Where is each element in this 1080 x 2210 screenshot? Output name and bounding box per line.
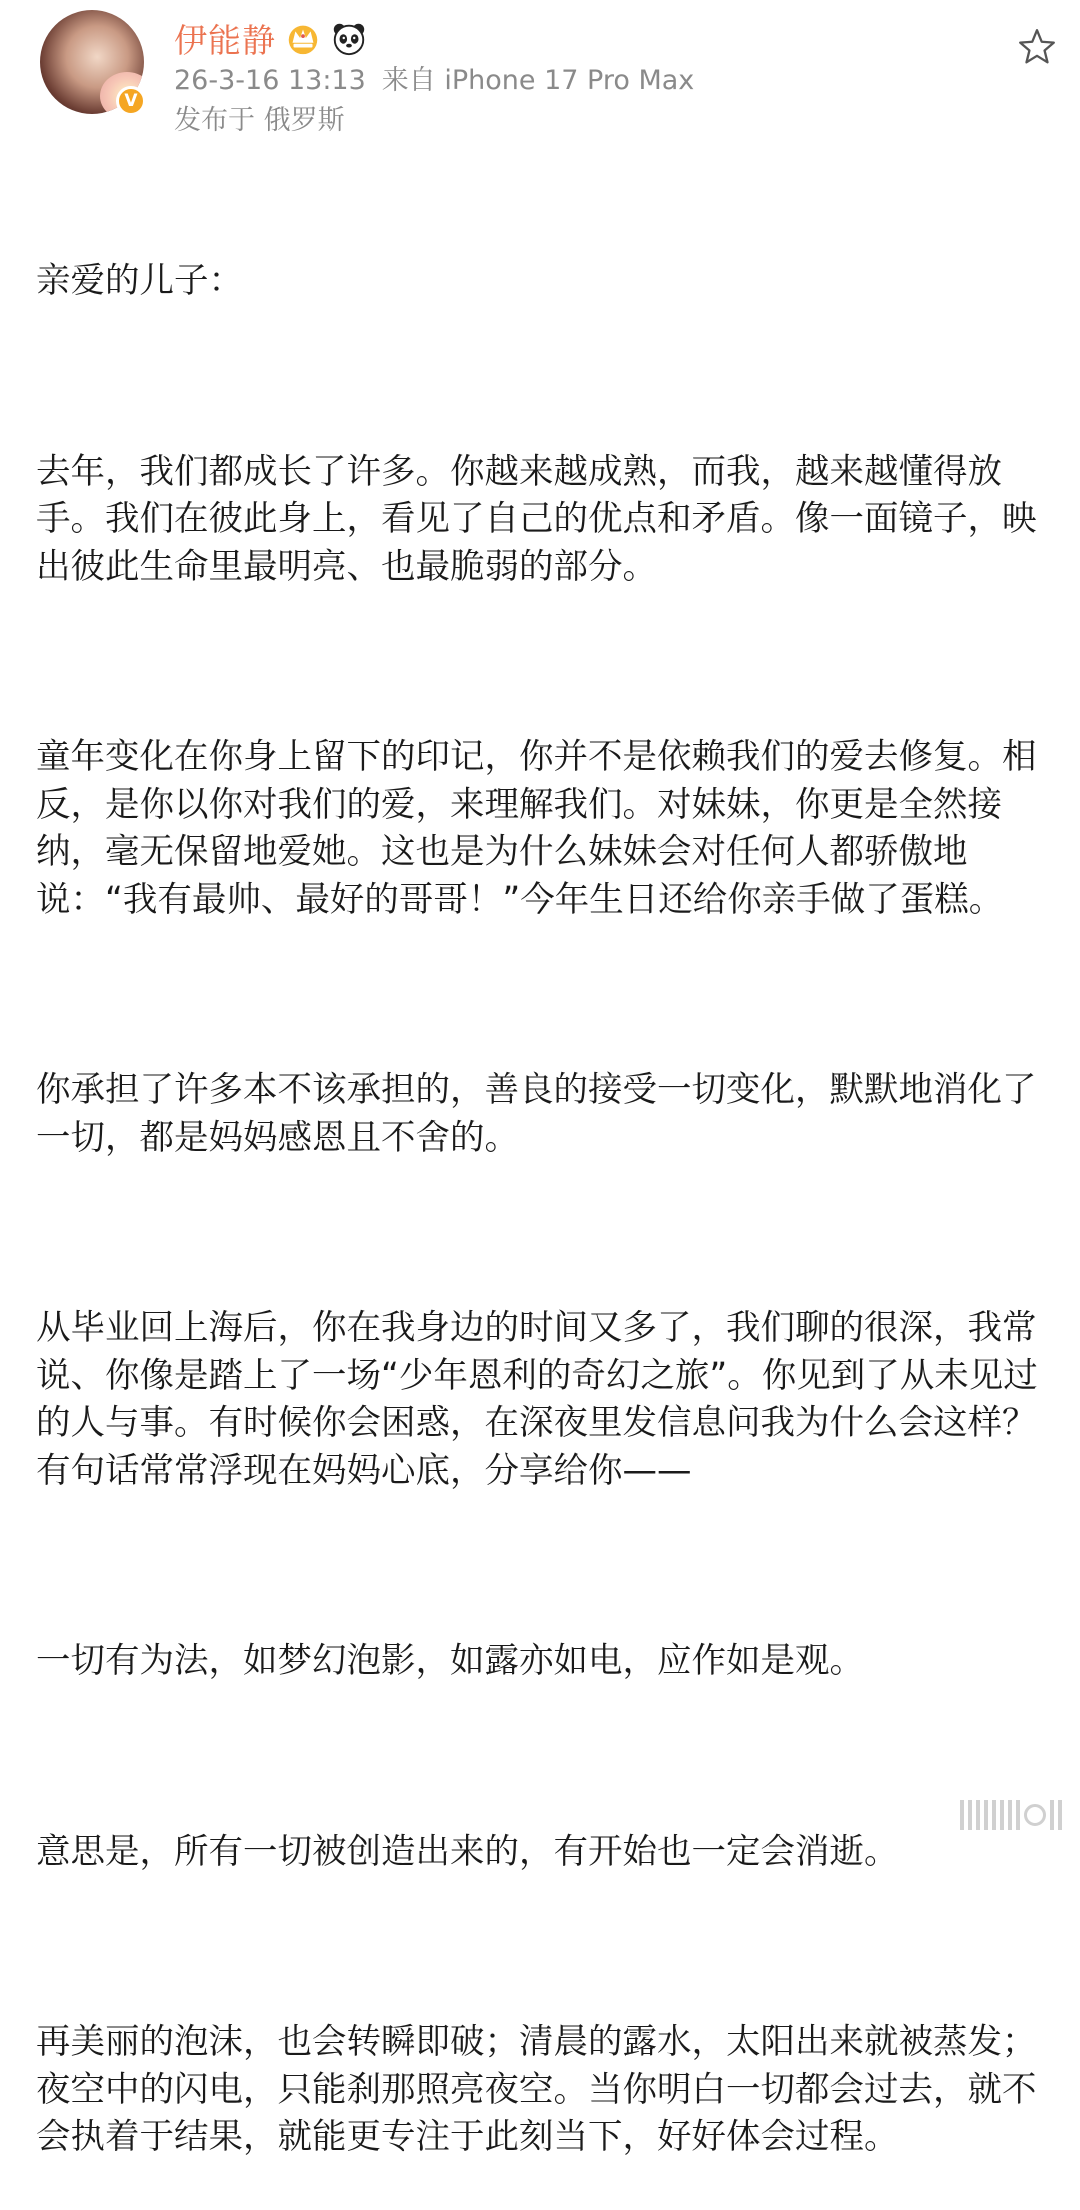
star-outline-icon[interactable] xyxy=(1016,26,1058,68)
panda-icon xyxy=(330,19,368,57)
post-header xyxy=(0,0,1080,160)
author-name[interactable]: 伊能静 xyxy=(174,20,276,60)
paragraph-greeting: 亲爱的儿子： xyxy=(36,261,243,302)
post-location: 发布于 俄罗斯 xyxy=(174,105,345,136)
paragraph-quote: 一切有为法，如梦幻泡影，如露亦如电，应作如是观。 xyxy=(36,1641,864,1682)
paragraph: 意思是，所有一切被创造出来的，有开始也一定会消逝。 xyxy=(36,1831,899,1872)
post-source: 来自 iPhone 17 Pro Max xyxy=(381,65,695,96)
post-body xyxy=(36,163,1056,2210)
crown-icon xyxy=(284,19,322,57)
post-timestamp: 26-3-16 13:13 xyxy=(174,65,366,96)
author-row xyxy=(174,16,368,60)
watermark-logo xyxy=(912,1797,1062,1833)
paragraph: 童年变化在你身上留下的印记，你并不是依赖我们的爱去修复。相反，是你以你对我们的爱，来理解我们。对妹妹，你更是全然接纳，毫无保留地爱她。这也是为什么妹妹会对任何人都骄傲地说：“我有最帅、最好的哥哥！”今年生日还给你亲手做了蛋糕。 xyxy=(36,737,1037,920)
paragraph: 从毕业回上海后，你在我身边的时间又多了，我们聊的很深，我常说、你像是踏上了一场“少年恩利的奇幻之旅”。你见到了从未见过的人与事。有时候你会困惑，在深夜里发信息问我为什么会这样？有句话常常浮现在妈妈心底，分享给你—— xyxy=(36,1308,1038,1492)
verified-badge-icon: V xyxy=(116,86,146,116)
paragraph: 再美丽的泡沫，也会转瞬即破；清晨的露水，太阳出来就被蒸发；夜空中的闪电，只能刹那照亮夜空。当你明白一切都会过去，就不会执着于结果，就能更专注于此刻当下，好好体会过程。 xyxy=(36,2022,1037,2158)
paragraph: 你承担了许多本不该承担的，善良的接受一切变化，默默地消化了一切，都是妈妈感恩且不舍的。 xyxy=(36,1070,1037,1158)
paragraph: 去年，我们都成长了许多。你越来越成熟，而我，越来越懂得放手。我们在彼此身上，看见了自己的优点和矛盾。像一面镜子，映出彼此生命里最明亮、也最脆弱的部分。 xyxy=(36,451,1037,587)
post-meta xyxy=(174,58,694,97)
